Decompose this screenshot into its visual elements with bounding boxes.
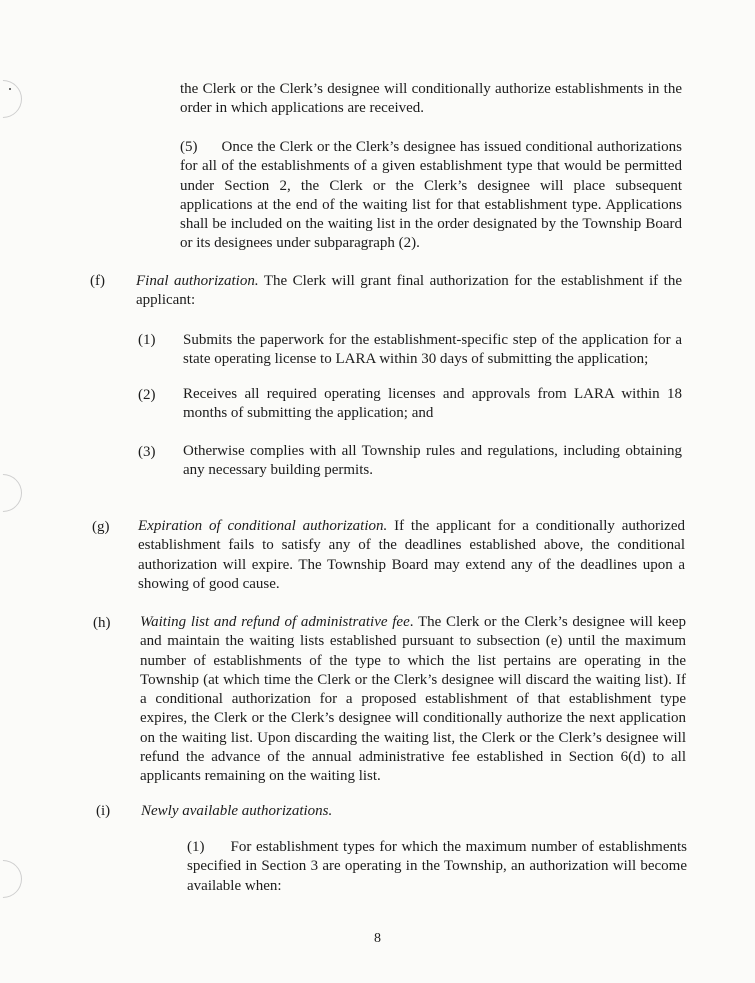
section-f-text: The Clerk will grant final authorization for the establishment if the applicant:: [136, 273, 682, 309]
section-h-heading: Waiting list and refund of administrative fee: [140, 614, 410, 630]
continuation-paragraph: the Clerk or the Clerk’s designee will conditionally authorize establishments in the order in which applications are received.: [180, 81, 682, 117]
section-g-text: If the applicant for a conditionally authorized establishment fails to satisfy any of the deadlines established above, the conditional authorization will expire. The Township Board may extend any of the deadlines upon a showing of good cause.: [138, 518, 686, 592]
scan-speck: [9, 88, 11, 90]
section-f-paragraph: [136, 272, 682, 311]
item-5-paragraph: [180, 138, 682, 254]
section-i-label: (i): [96, 803, 111, 819]
section-i-item-1-paragraph: [187, 838, 687, 896]
section-h-label: (h): [93, 615, 111, 631]
item-5-text: Once the Clerk or the Clerk’s designee has issued conditional authorizations for all of the establishments of a given establishment type that would be permitted under Section 2, the Clerk or the Clerk’s designee will place subsequent applications at the end of the waiting list for that establishment type. Applications shall be included on the waiting list in the order designated by the Township Board or its designees under subparagraph (2).: [180, 139, 682, 252]
section-g-heading: Expiration of conditional authorization.: [138, 518, 388, 534]
punch-mark-middle: [0, 466, 30, 520]
section-i-heading: Newly available authorizations.: [141, 803, 333, 819]
section-i-item-1-text: For establishment types for which the maximum number of establishments specified in Section 3 are operating in the Township, an authorization will become available when:: [187, 839, 687, 894]
section-g-label: (g): [92, 519, 110, 535]
section-i-item-1-number: (1): [187, 839, 205, 855]
punch-mark-top: [0, 72, 30, 126]
page-number: 8: [374, 931, 381, 946]
section-f-item-1-label: (1): [138, 332, 156, 348]
punch-mark-bottom: [0, 852, 30, 906]
section-f-item-3-label: (3): [138, 444, 156, 460]
section-f-heading: Final authorization.: [136, 273, 259, 289]
item-5-number: (5): [180, 139, 198, 155]
section-f-item-2-text: Receives all required operating licenses and approvals from LARA within 18 months of submitting the application; and: [183, 386, 682, 422]
section-f-item-2-label: (2): [138, 387, 156, 403]
section-g-paragraph: [138, 517, 685, 594]
section-f-item-3-text: Otherwise complies with all Township rules and regulations, including obtaining any necessary building permits.: [183, 443, 682, 479]
section-f-item-1-text: Submits the paperwork for the establishment-specific step of the application for a state operating license to LARA within 30 days of submitting the application;: [183, 332, 682, 368]
section-f-label: (f): [90, 273, 105, 289]
section-h-paragraph: [140, 613, 686, 787]
section-h-text: . The Clerk or the Clerk’s designee will keep and maintain the waiting lists established pursuant to subsection (e) until the maximum number of establishments of the type to which the list pertains are operating in the Township (at which time the Clerk or the Clerk’s designee will discard the waiting list). If a conditional authorization for a proposed establishment of that establishment type expires, the Clerk or the Clerk’s designee will conditionally authorize the next application on the waiting list. Upon discarding the waiting list, the Clerk or the Clerk’s designee will refund the advance of the annual administrative fee established in Section 6(d) to all applicants remaining on the waiting list.: [140, 614, 686, 785]
